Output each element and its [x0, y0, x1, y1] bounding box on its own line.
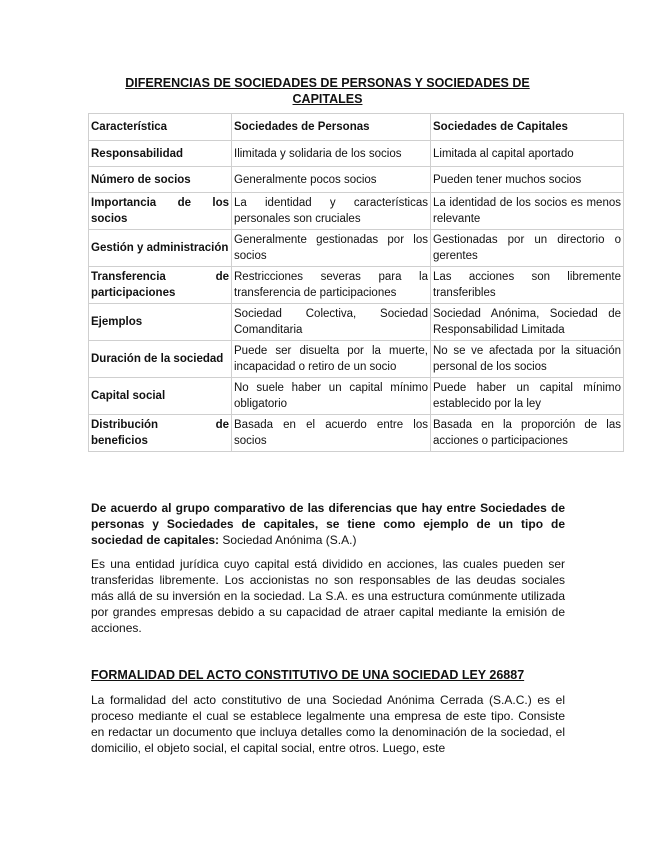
- table-row: [89, 304, 624, 341]
- table-cell: No suele haber un capital mínimo obligatorio: [232, 378, 431, 415]
- table-row: [89, 167, 624, 193]
- table-cell: Puede haber un capital mínimo establecido por la ley: [431, 378, 624, 415]
- document-title: DIFERENCIAS DE SOCIEDADES DE PERSONAS Y SOCIEDADES DE CAPITALES: [125, 76, 530, 106]
- table-row: [89, 141, 624, 167]
- table-cell: Basada en el acuerdo entre los socios: [232, 415, 431, 452]
- table-cell: Ilimitada y solidaria de los socios: [232, 141, 431, 167]
- table-cell: Responsabilidad: [89, 141, 232, 167]
- table-cell: Gestionadas por un directorio o gerentes: [431, 230, 624, 267]
- table-cell: Distribución de beneficios: [89, 415, 232, 452]
- table-cell: Transferencia de participaciones: [89, 267, 232, 304]
- table-row: [89, 267, 624, 304]
- table-header-cell: Sociedades de Personas: [232, 114, 431, 141]
- table-cell: Gestión y administración: [89, 230, 232, 267]
- table-cell: Capital social: [89, 378, 232, 415]
- section-heading: FORMALIDAD DEL ACTO CONSTITUTIVO DE UNA SOCIEDAD LEY 26887: [91, 668, 525, 682]
- table-cell: Número de socios: [89, 167, 232, 193]
- comparison-table: [88, 113, 624, 452]
- table-row: [89, 193, 624, 230]
- sa-paragraph: Es una entidad jurídica cuyo capital está dividido en acciones, las cuales pueden ser transferidas libremente. Los accionistas no son responsables de las deudas sociales más allá de su inversión en la sociedad. La S.A. es una estructura comúnmente utilizada por grandes empresas debido a su capacidad de atraer capital mediante la emisión de acciones.: [91, 557, 565, 635]
- table-cell: No se ve afectada por la situación personal de los socios: [431, 341, 624, 378]
- table-cell: Puede ser disuelta por la muerte, incapacidad o retiro de un socio: [232, 341, 431, 378]
- table-cell: Sociedad Anónima, Sociedad de Responsabilidad Limitada: [431, 304, 624, 341]
- table-row: [89, 230, 624, 267]
- table-cell: Importancia de los socios: [89, 193, 232, 230]
- table-header-cell: Característica: [89, 114, 232, 141]
- table-cell: Duración de la sociedad: [89, 341, 232, 378]
- table-cell: La identidad de los socios es menos relevante: [431, 193, 624, 230]
- table-row: [89, 341, 624, 378]
- table-cell: Ejemplos: [89, 304, 232, 341]
- table-cell: Limitada al capital aportado: [431, 141, 624, 167]
- formalidad-paragraph: La formalidad del acto constitutivo de una Sociedad Anónima Cerrada (S.A.C.) es el proceso mediante el cual se establece legalmente una empresa de este tipo. Consiste en redactar un documento que incluya detalles como la denominación de la sociedad, el domicilio, el objeto social, el capital social, entre otros. Luego, este: [91, 693, 565, 755]
- table-row: [89, 378, 624, 415]
- table-cell: Generalmente pocos socios: [232, 167, 431, 193]
- table-cell: La identidad y características personales son cruciales: [232, 193, 431, 230]
- table-header-cell: Sociedades de Capitales: [431, 114, 624, 141]
- intro-example-text: Sociedad Anónima (S.A.): [219, 533, 357, 547]
- intro-paragraph: [91, 500, 565, 548]
- table-row: [89, 415, 624, 452]
- table-cell: Restricciones severas para la transferencia de participaciones: [232, 267, 431, 304]
- table-cell: Sociedad Colectiva, Sociedad Comanditaria: [232, 304, 431, 341]
- table-cell: Basada en la proporción de las acciones o participaciones: [431, 415, 624, 452]
- table-header-row: [89, 114, 624, 141]
- intro-bold-text: De acuerdo al grupo comparativo de las diferencias que hay entre Sociedades de personas y Sociedades de capitales, se tiene como ejemplo de un tipo de sociedad de capitales:: [91, 501, 565, 547]
- table-cell: Pueden tener muchos socios: [431, 167, 624, 193]
- table-cell: Las acciones son libremente transferibles: [431, 267, 624, 304]
- table-cell: Generalmente gestionadas por los socios: [232, 230, 431, 267]
